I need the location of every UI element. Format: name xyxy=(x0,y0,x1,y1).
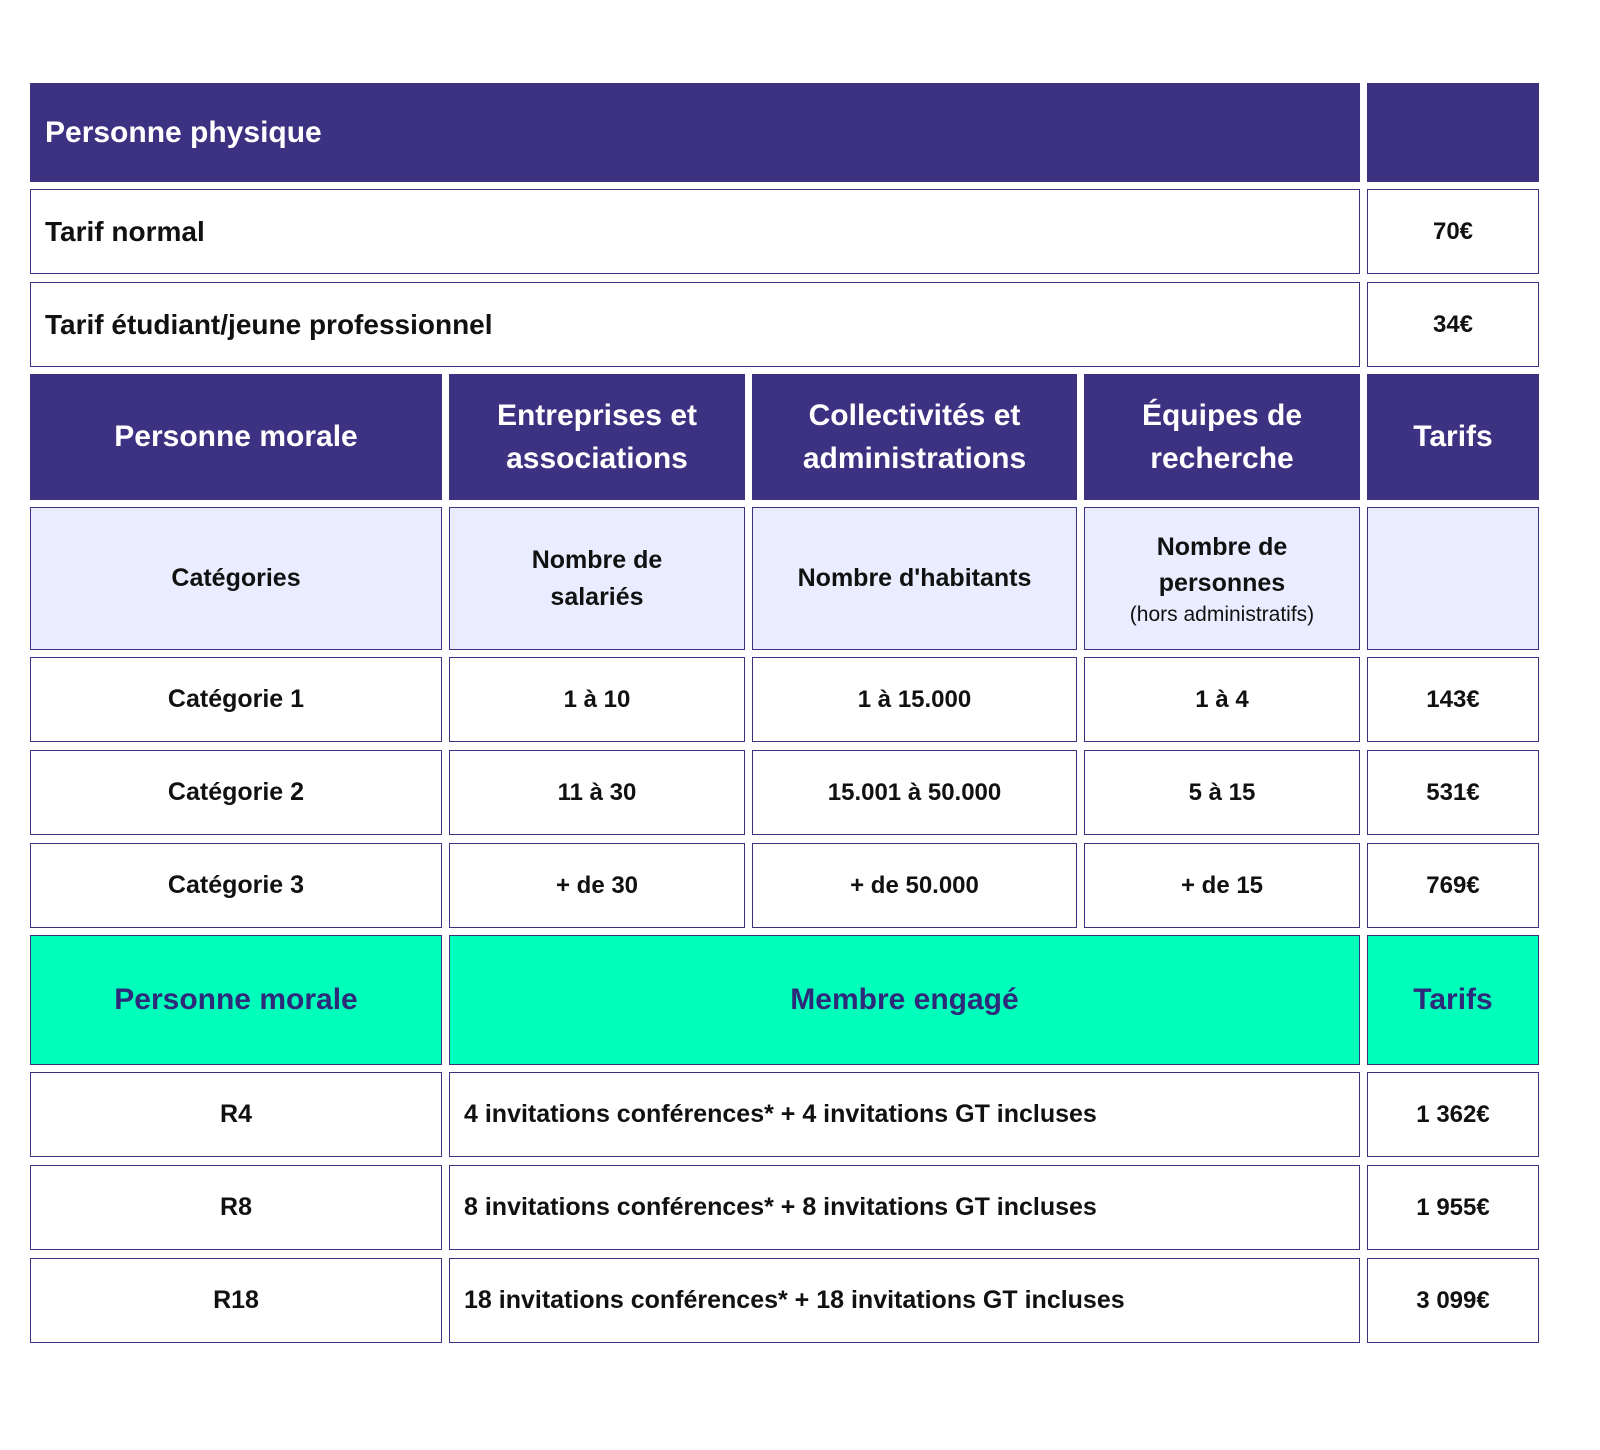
personne-physique-title: Personne physique xyxy=(45,115,322,149)
personne-physique-header-price xyxy=(1367,83,1539,182)
categorie-3-salaries-cell xyxy=(449,843,745,928)
categorie-3-personnes: + de 15 xyxy=(1180,871,1264,899)
categorie-2-label: Catégorie 2 xyxy=(167,778,305,806)
categorie-3-habitants-cell xyxy=(752,843,1077,928)
membre-engage-header-text: Membre engagé xyxy=(790,983,1019,1016)
membre-tarifs-header-text: Tarifs xyxy=(1413,983,1493,1016)
tarif-etudiant-label: Tarif étudiant/jeune professionnel xyxy=(45,308,493,340)
r8-tarif: 1 955€ xyxy=(1416,1193,1490,1221)
tarif-etudiant-label-cell xyxy=(30,282,1360,367)
salaries-subheader-text: Nombre de salariés xyxy=(531,546,663,611)
salaries-subheader xyxy=(449,507,745,650)
personnes-subheader xyxy=(1084,507,1360,650)
membre-personne-morale-header-text: Personne morale xyxy=(114,983,358,1016)
categorie-2-salaries: 11 à 30 xyxy=(557,778,637,806)
personne-morale-header-text: Personne morale xyxy=(114,420,358,454)
categories-subheader-text: Catégories xyxy=(171,564,301,592)
collectivites-header-text: Collectivités et administrations xyxy=(802,398,1027,475)
categorie-1-salaries-cell xyxy=(449,657,745,742)
r8-description: 8 invitations conférences* + 8 invitations GT incluses xyxy=(464,1193,1097,1221)
entreprises-header xyxy=(449,374,745,500)
habitants-subheader-text: Nombre d'habitants xyxy=(797,564,1032,592)
categorie-2-tarif-cell xyxy=(1367,750,1539,835)
categorie-2-label-cell xyxy=(30,750,442,835)
categorie-1-habitants: 1 à 15.000 xyxy=(857,685,972,713)
tarifs-header-text: Tarifs xyxy=(1413,420,1493,453)
tarifs-header xyxy=(1367,374,1539,500)
equipes-header-text: Équipes de recherche xyxy=(1141,398,1303,475)
personne-morale-header xyxy=(30,374,442,500)
membre-tarifs-header xyxy=(1367,935,1539,1065)
personnes-subheader-text: Nombre de personnes xyxy=(1156,532,1288,597)
tarif-normal-label-cell xyxy=(30,189,1360,274)
categorie-3-label-cell xyxy=(30,843,442,928)
tarif-normal-price: 70€ xyxy=(1432,217,1474,245)
r18-description-cell xyxy=(449,1258,1360,1343)
categorie-2-habitants: 15.001 à 50.000 xyxy=(827,778,1002,806)
r8-tarif-cell xyxy=(1367,1165,1539,1250)
categorie-3-label: Catégorie 3 xyxy=(167,871,305,899)
categorie-3-tarif-cell xyxy=(1367,843,1539,928)
r4-description-cell xyxy=(449,1072,1360,1157)
tarif-normal-price-cell xyxy=(1367,189,1539,274)
collectivites-header xyxy=(752,374,1077,500)
categorie-1-tarif: 143€ xyxy=(1426,685,1480,713)
membre-personne-morale-header xyxy=(30,935,442,1065)
r8-description-cell xyxy=(449,1165,1360,1250)
categories-subheader xyxy=(30,507,442,650)
r4-code: R4 xyxy=(220,1100,252,1128)
personnes-subheader-note: (hors administratifs) xyxy=(1129,603,1315,627)
categorie-2-tarif: 531€ xyxy=(1426,778,1480,806)
categorie-2-personnes-cell xyxy=(1084,750,1360,835)
categorie-3-personnes-cell xyxy=(1084,843,1360,928)
categorie-1-personnes-cell xyxy=(1084,657,1360,742)
categorie-1-personnes: 1 à 4 xyxy=(1195,685,1249,713)
categorie-1-habitants-cell xyxy=(752,657,1077,742)
categorie-3-salaries: + de 30 xyxy=(555,871,639,899)
r18-code-cell xyxy=(30,1258,442,1343)
r18-tarif-cell xyxy=(1367,1258,1539,1343)
habitants-subheader xyxy=(752,507,1077,650)
tarif-etudiant-price-cell xyxy=(1367,282,1539,367)
r8-code-cell xyxy=(30,1165,442,1250)
r8-code: R8 xyxy=(220,1193,252,1221)
categorie-1-label: Catégorie 1 xyxy=(167,685,305,713)
tarif-etudiant-price: 34€ xyxy=(1432,310,1474,338)
equipes-header xyxy=(1084,374,1360,500)
categorie-3-habitants: + de 50.000 xyxy=(850,871,979,899)
r4-description: 4 invitations conférences* + 4 invitations GT incluses xyxy=(464,1100,1097,1128)
r4-tarif-cell xyxy=(1367,1072,1539,1157)
personne-physique-header xyxy=(30,83,1360,182)
categorie-2-personnes: 5 à 15 xyxy=(1188,778,1256,806)
tarif-normal-label: Tarif normal xyxy=(45,215,205,247)
categorie-2-habitants-cell xyxy=(752,750,1077,835)
r4-code-cell xyxy=(30,1072,442,1157)
r18-code: R18 xyxy=(213,1286,259,1314)
r18-description: 18 invitations conférences* + 18 invitations GT incluses xyxy=(464,1286,1125,1314)
tarifs-subheader xyxy=(1367,507,1539,650)
categorie-2-salaries-cell xyxy=(449,750,745,835)
categorie-1-label-cell xyxy=(30,657,442,742)
r18-tarif: 3 099€ xyxy=(1416,1286,1490,1314)
membre-engage-header xyxy=(449,935,1360,1065)
entreprises-header-text: Entreprises et associations xyxy=(496,398,698,475)
categorie-1-tarif-cell xyxy=(1367,657,1539,742)
categorie-1-salaries: 1 à 10 xyxy=(563,685,631,713)
r4-tarif: 1 362€ xyxy=(1416,1100,1490,1128)
categorie-3-tarif: 769€ xyxy=(1426,871,1480,899)
